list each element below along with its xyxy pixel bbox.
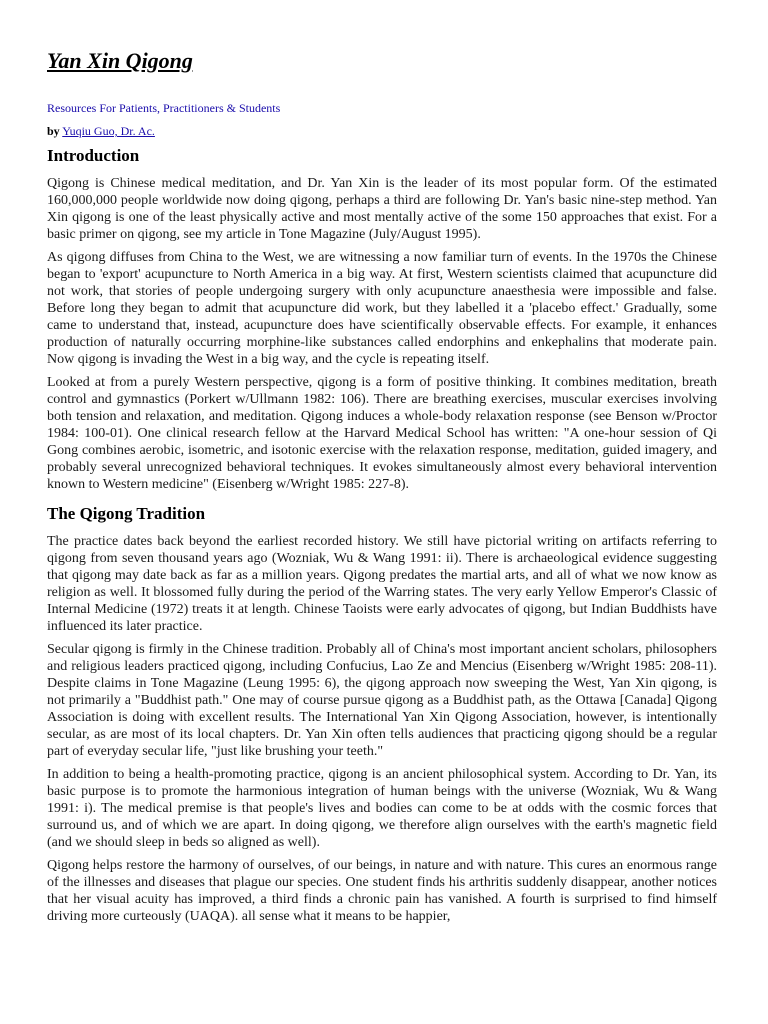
author-link[interactable]: Yuqiu Guo, Dr. Ac. [62,124,155,138]
paragraph: The practice dates back beyond the earliest recorded history. We still have pictorial writing on artifacts referring to qigong from seven thousand years ago (Wozniak, Wu & Wang 1991: ii). There is archaeological evidence suggesting that qigong may date back as far as a million years. Qigong predates the martial arts, and all of what we now know as religion as well. It blossomed fully during the period of the Warring states. The very early Yellow Emperor's Classic of Internal Medicine (1972) treats it at length. Chinese Taoists were early advocates of qigong, but Indian Buddhists have influenced its later practice. [47,534,717,634]
subtitle: Resources For Patients, Practitioners & Students [47,101,281,115]
paragraph: As qigong diffuses from China to the West, we are witnessing a now familiar turn of events. In the 1970s the Chinese began to 'export' acupuncture to North America in a big way. At first, Western scientists claimed that acupuncture did not work, that stories of people undergoing surgery with only acupuncture anaesthesia were impossible and false. Before long they began to admit that acupuncture did work, but they labelled it a 'placebo effect.' Gradually, some came to understand that, instead, acupuncture does have scientifically observable effects. For example, it enhances production of naturally occurring morphine-like substances called endorphins and enkephalins that moderate pain. Now qigong is invading the West in a big way, and the cycle is repeating itself. [47,250,717,367]
paragraph: Looked at from a purely Western perspective, qigong is a form of positive thinking. It combines meditation, breath control and gymnastics (Porkert w/Ullmann 1982: 106). There are breathing exercises, muscular exercises involving both tension and relaxation, and meditation. Qigong induces a whole-body relaxation response (see Benson w/Proctor 1984: 100-01). One clinical research fellow at the Harvard Medical School has written: "A one-hour session of Qi Gong combines aerobic, isometric, and isotonic exercise with the relaxation response, meditation, guided imagery, and probably several unrecognized behavioral techniques. It evokes simultaneously almost every behavioral intervention known to Western medicine" (Eisenberg w/Wright 1985: 227-8). [47,375,717,492]
section-introduction [47,144,717,493]
byline [47,124,155,139]
section-qigong-tradition [47,502,717,925]
paragraph: Secular qigong is firmly in the Chinese tradition. Probably all of China's most important ancient scholars, philosophers and religious leaders practiced qigong, including Confucius, Lao Ze and Mencius (Eisenberg w/Wright 1985: 208-11). Despite claims in Tone Magazine (Leung 1995: 6), the qigong approach now sweeping the West, Yan Xin qigong, is not primarily a "Buddhist path." One may of course pursue qigong as a Buddhist path, as the Ottawa [Canada] Qigong Association is doing with excellent results. The International Yan Xin Qigong Association, however, is intentionally secular, as are most of its local chapters. Dr. Yan Xin often tells audiences that practicing qigong should be a regular part of everyday secular life, "just like brushing your teeth." [47,642,717,759]
byline-prefix: by [47,124,60,138]
page-title: Yan Xin Qigong [47,48,193,73]
paragraph: Qigong helps restore the harmony of ourselves, of our beings, in nature and with nature. This cures an enormous range of the illnesses and diseases that plague our species. One student finds his arthritis suddenly disappear, another notices that her visual acuity has improved, a third finds a chronic pain has vanished. A fourth is surprised to find himself driving more curteously (UAQA). all sense what it means to be happier, [47,858,717,924]
section-heading: The Qigong Tradition [47,504,206,523]
paragraph: In addition to being a health-promoting practice, qigong is an ancient philosophical system. According to Dr. Yan, its basic purpose is to promote the harmonious integration of human beings with the universe (Wozniak, Wu & Wang 1991: i). The medical premise is that people's lives and bodies can come to be at odds with the cosmic forces that surround us, and of which we are apart. In doing qigong, we therefore align ourselves with the earth's magnetic field (and we should sleep in beds so aligned as well). [47,767,717,850]
article-body [47,144,717,931]
section-heading: Introduction [47,146,140,165]
paragraph: Qigong is Chinese medical meditation, and Dr. Yan Xin is the leader of its most popular form. Of the estimated 160,000,000 people worldwide now doing qigong, perhaps a third are following Dr. Yan's basic nine-step method. Yan Xin qigong is one of the least physically active and most mentally active of the some 150 approaches that exist. For a basic primer on qigong, see my article in Tone Magazine (July/August 1995). [47,176,717,242]
